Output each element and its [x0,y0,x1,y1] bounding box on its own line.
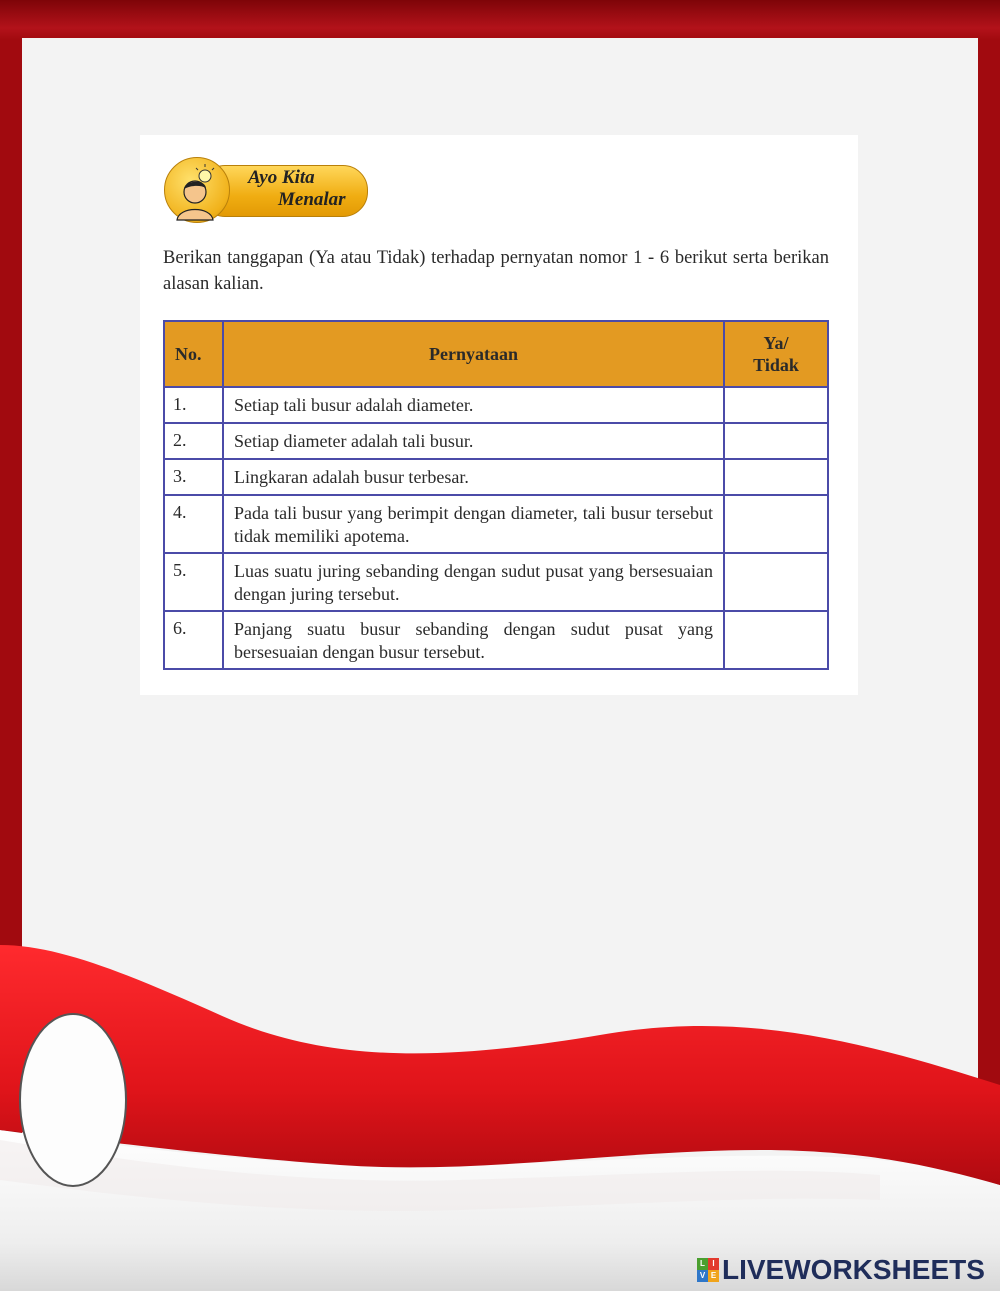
ayo-kita-menalar-badge [164,157,368,221]
statement-table [163,320,829,670]
row-number: 5. [164,553,223,611]
logo-mark-i: I [708,1258,719,1270]
header-answer [724,321,828,387]
header-answer-line1: Ya/ [763,333,789,353]
badge-title [248,167,346,211]
instruction-text: Berikan tanggapan (Ya atau Tidak) terhadap pernyatan nomor 1 - 6 berikut serta berikan alasan kalian. [163,248,829,294]
liveworksheets-logo[interactable] [697,1254,985,1286]
liveworksheets-mark-icon [697,1258,719,1282]
badge-title-line2: Menalar [278,189,346,210]
header-answer-line2: Tidak [753,355,799,375]
logo-mark-v: V [697,1270,708,1282]
row-statement: Panjang suatu busur sebanding dengan sudut pusat yang bersesuaian dengan busur tersebut. [223,611,724,669]
table-header-row [164,321,828,387]
logo-mark-e: E [708,1270,719,1282]
answer-cell[interactable] [724,553,828,611]
row-number: 4. [164,495,223,553]
header-no: No. [164,321,223,387]
row-number: 1. [164,387,223,423]
table-row [164,423,828,459]
row-number: 2. [164,423,223,459]
answer-cell[interactable] [724,387,828,423]
row-statement: Lingkaran adalah busur terbesar. [223,459,724,495]
header-statement: Pernyataan [223,321,724,387]
logo-mark-l: L [697,1258,708,1270]
thinking-person-icon [164,157,230,223]
badge-title-line1: Ayo Kita [248,167,315,188]
answer-cell[interactable] [724,423,828,459]
table-row [164,553,828,611]
logo-wordmark: LIVEWORKSHEETS [722,1254,985,1285]
table-row [164,611,828,669]
row-statement: Setiap diameter adalah tali busur. [223,423,724,459]
row-number: 3. [164,459,223,495]
row-statement: Luas suatu juring sebanding dengan sudut pusat yang bersesuaian dengan juring tersebut. [223,553,724,611]
answer-cell[interactable] [724,611,828,669]
table-row [164,387,828,423]
exercise-card [140,135,858,695]
answer-cell[interactable] [724,459,828,495]
row-statement: Pada tali busur yang berimpit dengan diameter, tali busur tersebut tidak memiliki apotema. [223,495,724,553]
table-row [164,495,828,553]
table-row [164,459,828,495]
row-number: 6. [164,611,223,669]
row-statement: Setiap tali busur adalah diameter. [223,387,724,423]
answer-cell[interactable] [724,495,828,553]
